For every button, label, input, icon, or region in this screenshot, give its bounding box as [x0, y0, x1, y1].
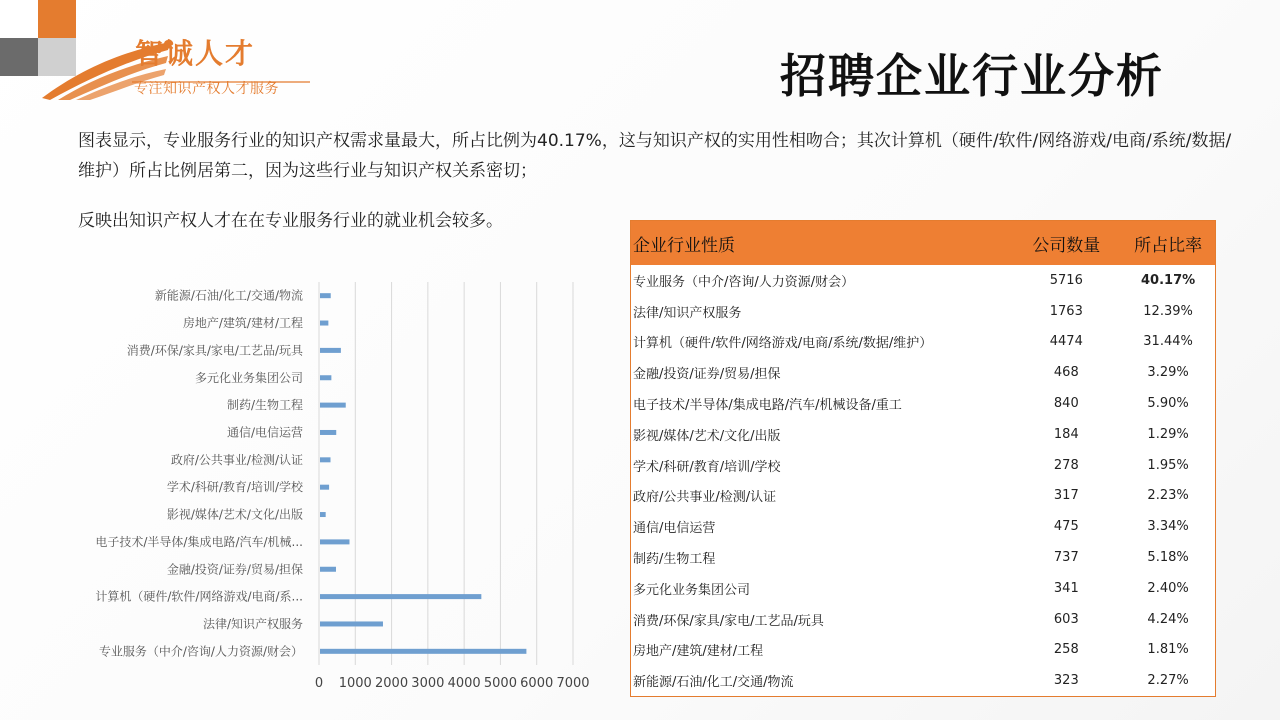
- bar: [320, 539, 349, 544]
- bar: [320, 430, 336, 435]
- ratio-cell: 5.90%: [1147, 396, 1189, 412]
- category-label: 多元化业务集团公司: [194, 370, 303, 385]
- ratio-cell: 12.39%: [1143, 303, 1193, 319]
- category-label: 计算机（硬件/软件/网络游戏/电商/系...: [95, 589, 303, 604]
- table-row: [631, 635, 1216, 666]
- table-row: [631, 511, 1216, 542]
- paragraph-conclusion: 反映出知识产权人才在在专业服务行业的就业机会较多。: [78, 211, 503, 231]
- category-label: 电子技术/半导体/集成电路/汽车/机械...: [95, 534, 303, 549]
- bar: [320, 375, 331, 380]
- category-label: 新能源/石油/化工/交通/物流: [154, 288, 303, 303]
- bar: [320, 485, 329, 490]
- table-row: [631, 357, 1216, 388]
- header-ratio: 所占比率: [1121, 221, 1215, 266]
- table-row: [631, 573, 1216, 604]
- industry-cell: 新能源/石油/化工/交通/物流: [633, 675, 794, 691]
- category-label: 制药/生物工程: [226, 398, 303, 413]
- ratio-cell: 2.40%: [1147, 580, 1189, 596]
- ratio-cell: 3.29%: [1147, 365, 1189, 381]
- ratio-cell: 40.17%: [1141, 272, 1196, 288]
- ratio-cell: 5.18%: [1147, 550, 1189, 566]
- decor-square-gray: [0, 38, 38, 76]
- industry-cell: 消费/环保/家具/家电/工艺品/玩具: [633, 613, 824, 629]
- bar: [320, 293, 331, 298]
- count-cell: 1763: [1049, 303, 1083, 319]
- count-cell: 323: [1053, 673, 1079, 689]
- industry-cell: 专业服务（中介/咨询/人力资源/财会）: [633, 274, 855, 290]
- table-row: [631, 665, 1216, 696]
- industry-cell: 制药/生物工程: [633, 552, 716, 568]
- bar: [320, 348, 341, 353]
- ratio-cell: 1.81%: [1147, 642, 1189, 658]
- bar: [320, 403, 346, 408]
- industry-cell: 电子技术/半导体/集成电路/汽车/机械设备/重工: [633, 398, 902, 414]
- industry-cell: 多元化业务集团公司: [633, 582, 751, 598]
- x-tick-label: 7000: [556, 676, 590, 691]
- x-tick-label: 1000: [338, 676, 372, 691]
- count-cell: 475: [1053, 519, 1079, 535]
- category-label: 学术/科研/教育/培训/学校: [166, 480, 303, 495]
- paragraph-analysis: 图表显示，专业服务行业的知识产权需求量最大，所占比例为40.17%，这与知识产权的实用性相吻合；其次计算机（硬件/软件/网络游戏/电商/系统/数据/维护）所占比例居第二，因为这些行业与知识产权关系密切；: [78, 131, 1232, 181]
- industry-cell: 法律/知识产权服务: [633, 305, 742, 321]
- table-row: [631, 450, 1216, 481]
- count-cell: 4474: [1049, 334, 1083, 350]
- table-row: [631, 265, 1216, 296]
- industry-bar-chart: [0, 270, 620, 700]
- industry-cell: 金融/投资/证券/贸易/担保: [633, 367, 781, 383]
- category-label: 政府/公共事业/检测/认证: [170, 452, 303, 467]
- industry-cell: 学术/科研/教育/培训/学校: [633, 459, 781, 475]
- industry-table: [630, 220, 1216, 697]
- category-label: 金融/投资/证券/贸易/担保: [166, 562, 303, 577]
- category-label: 法律/知识产权服务: [202, 616, 303, 631]
- category-label: 消费/环保/家具/家电/工艺品/玩具: [126, 343, 303, 358]
- ratio-cell: 3.34%: [1147, 519, 1189, 535]
- x-tick-label: 0: [314, 676, 324, 691]
- bar: [320, 321, 328, 326]
- industry-cell: 通信/电信运营: [633, 521, 716, 537]
- x-tick-label: 3000: [411, 676, 445, 691]
- count-cell: 603: [1053, 611, 1079, 627]
- industry-cell: 政府/公共事业/检测/认证: [633, 490, 777, 506]
- table-row: [631, 419, 1216, 450]
- count-cell: 840: [1053, 396, 1079, 412]
- page-title: 招聘企业行业分析: [780, 49, 1164, 103]
- ratio-cell: 2.23%: [1147, 488, 1189, 504]
- x-tick-label: 5000: [483, 676, 517, 691]
- bar: [320, 594, 481, 599]
- table-row: [631, 481, 1216, 512]
- bar: [320, 457, 331, 462]
- ratio-cell: 1.95%: [1147, 457, 1189, 473]
- count-cell: 258: [1053, 642, 1079, 658]
- ratio-cell: 31.44%: [1143, 334, 1193, 350]
- logo-title: 智诚人才: [135, 37, 256, 70]
- table-row: [631, 388, 1216, 419]
- count-cell: 737: [1053, 550, 1079, 566]
- count-cell: 468: [1053, 365, 1079, 381]
- count-cell: 5716: [1049, 272, 1083, 288]
- count-cell: 278: [1053, 457, 1079, 473]
- bar: [320, 567, 336, 572]
- header-count: 公司数量: [1011, 221, 1121, 266]
- logo-subtitle: 专注知识产权人才服务: [134, 81, 279, 97]
- category-label: 影视/媒体/艺术/文化/出版: [166, 507, 303, 522]
- table-row: [631, 604, 1216, 635]
- table-header-row: [631, 221, 1216, 266]
- ratio-cell: 2.27%: [1147, 673, 1189, 689]
- count-cell: 317: [1053, 488, 1079, 504]
- category-label: 通信/电信运营: [226, 425, 303, 440]
- bar: [320, 649, 526, 654]
- industry-cell: 房地产/建筑/建材/工程: [633, 644, 764, 660]
- table-row: [631, 296, 1216, 327]
- header-industry: 企业行业性质: [631, 221, 1012, 266]
- table-row: [631, 327, 1216, 358]
- industry-cell: 计算机（硬件/软件/网络游戏/电商/系统/数据/维护）: [633, 336, 933, 352]
- ratio-cell: 1.29%: [1147, 426, 1189, 442]
- table-row: [631, 542, 1216, 573]
- bar: [320, 512, 326, 517]
- category-label: 专业服务（中介/咨询/人力资源/财会）: [98, 644, 303, 659]
- industry-cell: 影视/媒体/艺术/文化/出版: [633, 428, 781, 444]
- ratio-cell: 4.24%: [1147, 611, 1189, 627]
- x-tick-label: 2000: [375, 676, 409, 691]
- x-tick-label: 6000: [520, 676, 554, 691]
- bar: [320, 621, 383, 626]
- count-cell: 341: [1053, 580, 1079, 596]
- category-label: 房地产/建筑/建材/工程: [182, 316, 303, 331]
- count-cell: 184: [1053, 426, 1079, 442]
- x-tick-label: 4000: [447, 676, 481, 691]
